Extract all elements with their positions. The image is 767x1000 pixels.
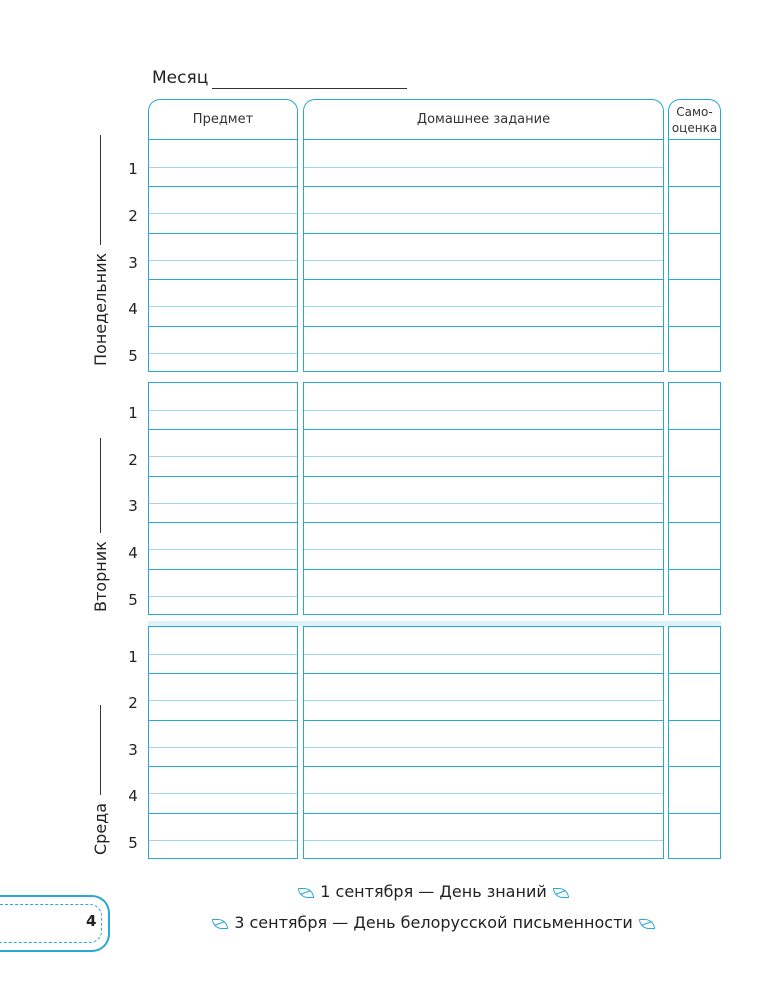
day-label-tuesday: [91, 438, 110, 612]
row-line: [304, 766, 663, 767]
row-line: [149, 569, 297, 570]
row-line: [149, 279, 297, 280]
lesson-number: 5: [128, 591, 138, 609]
row-line: [149, 476, 297, 477]
sub-line: [149, 700, 297, 701]
lesson-number: 3: [128, 741, 138, 759]
row-line: [669, 813, 720, 814]
subject-column: [148, 382, 298, 615]
day-block-wednesday: [148, 626, 721, 859]
note-text: 1 сентября — День знаний: [320, 882, 547, 901]
homework-column: [303, 382, 664, 615]
header-subject-text: Предмет: [192, 112, 254, 127]
sub-line: [304, 596, 663, 597]
day-name: Понедельник: [91, 252, 110, 366]
grade-column: [668, 382, 721, 615]
day-name: Среда: [91, 802, 110, 855]
lesson-number: 5: [128, 347, 138, 365]
month-label: Месяц: [152, 68, 209, 88]
row-line: [304, 813, 663, 814]
sub-line: [149, 747, 297, 748]
grade-column: [668, 139, 721, 372]
row-line: [149, 186, 297, 187]
subject-column: [148, 139, 298, 372]
row-line: [669, 766, 720, 767]
day-write-line: [100, 438, 101, 533]
lesson-number: 2: [128, 207, 138, 225]
row-line: [149, 429, 297, 430]
sub-line: [149, 213, 297, 214]
sub-line: [149, 549, 297, 550]
row-line: [669, 720, 720, 721]
page-number: 4: [86, 912, 97, 930]
header-grade: [668, 99, 721, 139]
row-line: [304, 673, 663, 674]
lesson-number: 2: [128, 694, 138, 712]
day-block-monday: [148, 139, 721, 372]
leaf-icon: [212, 919, 228, 929]
sub-line: [149, 596, 297, 597]
row-line: [149, 233, 297, 234]
month-line: [212, 88, 407, 89]
note-text: 3 сентября — День белорусской письменности: [234, 913, 633, 932]
leaf-icon: [298, 888, 314, 898]
sub-line: [304, 549, 663, 550]
sub-line: [304, 503, 663, 504]
row-line: [149, 673, 297, 674]
note-line-1: [0, 882, 767, 901]
row-line: [149, 720, 297, 721]
sub-line: [304, 410, 663, 411]
subject-column: [148, 626, 298, 859]
header-homework-text: Домашнее задание: [416, 112, 551, 127]
note-line-2: [0, 913, 767, 932]
row-line: [149, 522, 297, 523]
lesson-number: 5: [128, 834, 138, 852]
sub-line: [149, 353, 297, 354]
lesson-number: 1: [128, 648, 138, 666]
row-line: [304, 429, 663, 430]
sub-line: [149, 260, 297, 261]
row-line: [304, 233, 663, 234]
day-write-line: [100, 135, 101, 245]
homework-column: [303, 626, 664, 859]
sub-line: [149, 840, 297, 841]
day-write-line: [100, 705, 101, 795]
lesson-number: 4: [128, 300, 138, 318]
lesson-number: 1: [128, 160, 138, 178]
lesson-number: 2: [128, 451, 138, 469]
lesson-number: 4: [128, 787, 138, 805]
sub-line: [149, 306, 297, 307]
row-line: [669, 429, 720, 430]
row-line: [669, 673, 720, 674]
header-grade-line1: Само-: [676, 104, 713, 119]
sub-line: [149, 503, 297, 504]
row-line: [669, 186, 720, 187]
row-line: [669, 476, 720, 477]
lesson-number: 1: [128, 404, 138, 422]
row-line: [669, 279, 720, 280]
lesson-number: 3: [128, 254, 138, 272]
row-line: [669, 569, 720, 570]
sub-line: [304, 353, 663, 354]
homework-column: [303, 139, 664, 372]
header-grade-line2: оценка: [671, 120, 718, 135]
header-subject: [148, 99, 298, 139]
row-line: [304, 476, 663, 477]
row-line: [149, 326, 297, 327]
day-label-monday: [91, 135, 110, 366]
row-line: [669, 233, 720, 234]
sub-line: [149, 793, 297, 794]
header-homework: [303, 99, 664, 139]
sub-line: [304, 456, 663, 457]
lesson-number: 3: [128, 497, 138, 515]
row-line: [304, 569, 663, 570]
sub-line: [149, 456, 297, 457]
sub-line: [304, 700, 663, 701]
row-line: [669, 522, 720, 523]
row-line: [304, 326, 663, 327]
row-line: [304, 522, 663, 523]
leaf-icon: [553, 888, 569, 898]
grade-column: [668, 626, 721, 859]
day-name: Вторник: [91, 541, 110, 612]
row-line: [304, 279, 663, 280]
row-line: [304, 186, 663, 187]
day-label-wednesday: [91, 705, 110, 855]
day-block-tuesday: [148, 382, 721, 615]
row-line: [669, 326, 720, 327]
sub-line: [149, 654, 297, 655]
row-line: [149, 813, 297, 814]
sub-line: [304, 840, 663, 841]
leaf-icon: [639, 919, 655, 929]
sub-line: [304, 306, 663, 307]
row-line: [149, 766, 297, 767]
sub-line: [304, 747, 663, 748]
row-line: [304, 720, 663, 721]
sub-line: [149, 167, 297, 168]
sub-line: [304, 167, 663, 168]
sub-line: [304, 213, 663, 214]
lesson-number: 4: [128, 544, 138, 562]
sub-line: [304, 654, 663, 655]
sub-line: [304, 260, 663, 261]
sub-line: [149, 410, 297, 411]
sub-line: [304, 793, 663, 794]
